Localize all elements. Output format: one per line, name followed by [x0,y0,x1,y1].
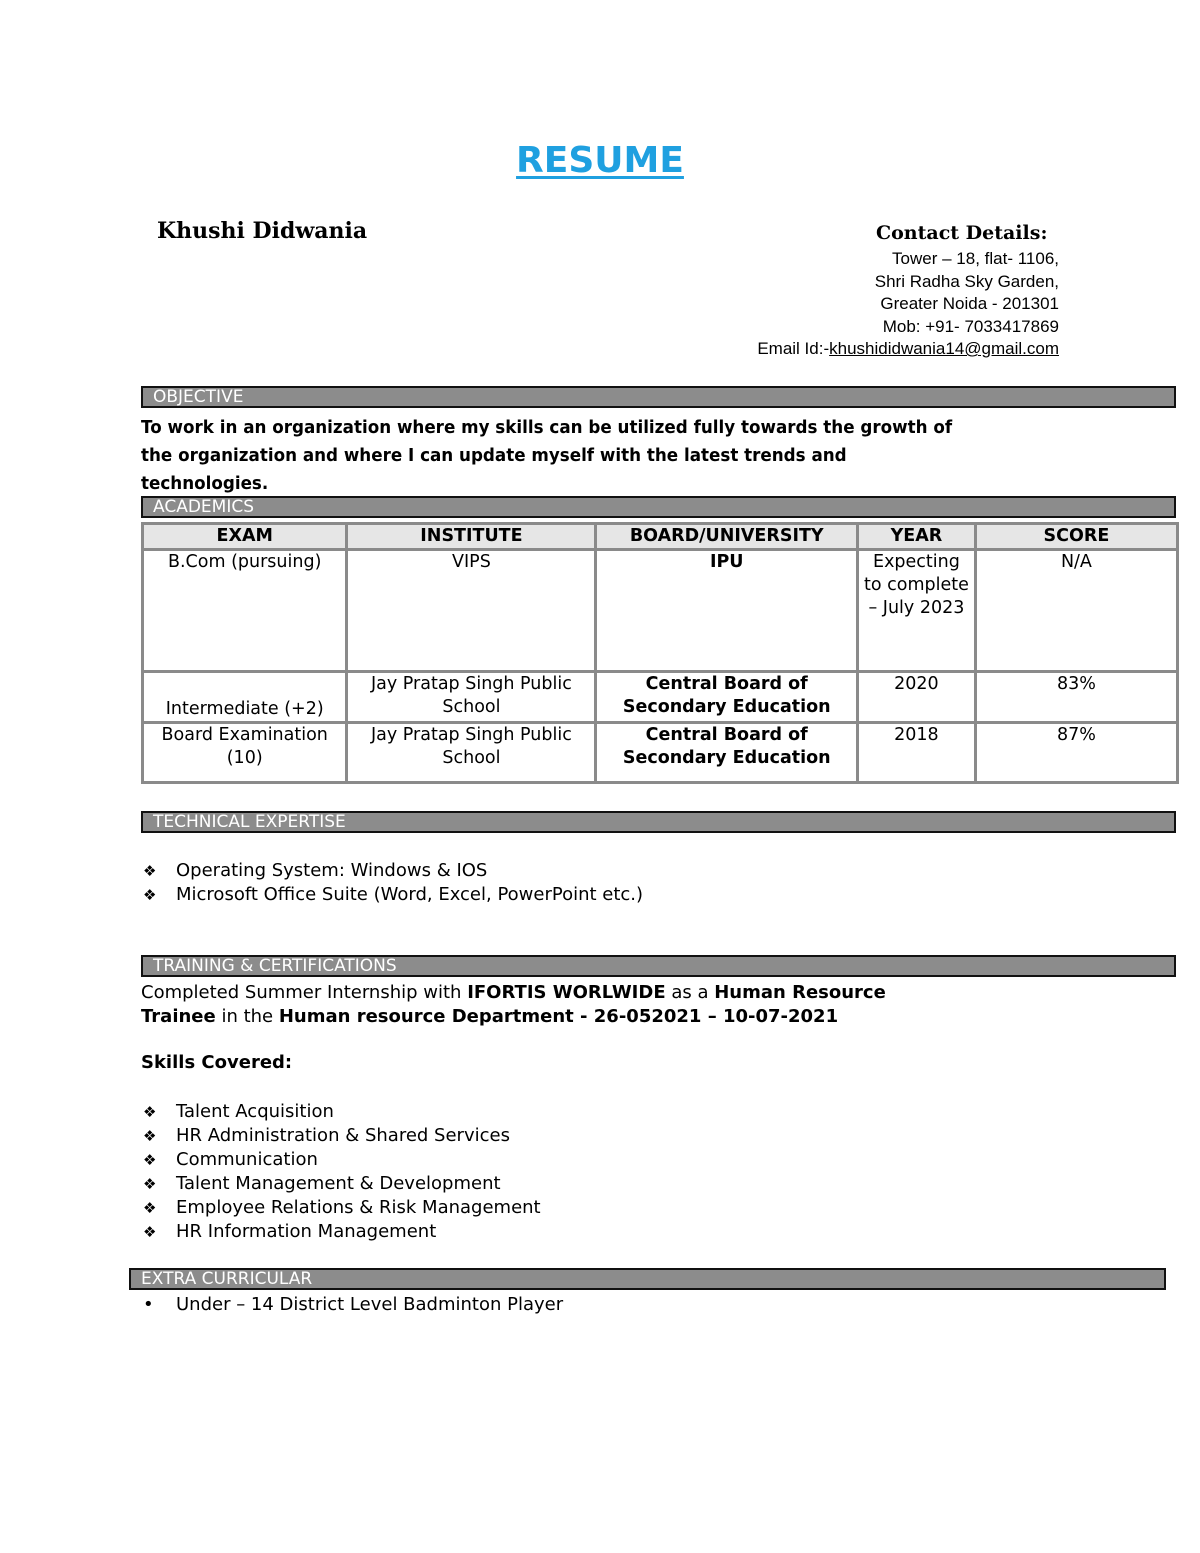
training-line-2 [141,1005,886,1029]
training-description [141,981,886,1029]
email-label: Email Id:- [757,339,830,358]
technical-list [141,859,643,907]
address-line-2: Shri Radha Sky Garden, [874,271,1059,291]
list-item [141,1172,541,1196]
cell-exam: Intermediate (+2) [143,672,347,723]
extra-curricular-heading-bar: EXTRA CURRICULAR [129,1268,1166,1290]
email-line [757,338,1059,361]
table-header-row [143,524,1178,550]
contact-heading: Contact Details: [876,222,1048,244]
table-row [143,672,1178,723]
training-line-1 [141,981,886,1005]
column-header-exam: EXAM [143,524,347,550]
training-text: as a [665,982,715,1003]
list-item-text: Talent Management & Development [176,1173,501,1194]
address-line-1: Tower – 18, flat- 1106, [892,249,1059,268]
list-item-text: HR Administration & Shared Services [176,1125,510,1146]
mobile-number: Mob: +91- 7033417869 [882,316,1059,336]
training-text: in the [215,1006,279,1027]
address-line-3: Greater Noida - 201301 [880,294,1059,313]
contact-details [757,248,1059,361]
candidate-name: Khushi Didwania [157,218,368,244]
company-name: IFORTIS WORLWIDE [467,982,666,1003]
skills-list [141,1100,541,1244]
objective-heading-bar: OBJECTIVE [141,386,1176,408]
skills-heading: Skills Covered: [141,1052,293,1073]
list-item [141,1196,541,1220]
list-item [141,1293,563,1317]
list-item-text: Talent Acquisition [176,1101,334,1122]
cell-exam: B.Com (pursuing) [143,550,347,672]
column-header-institute: INSTITUTE [347,524,596,550]
training-text: Completed Summer Internship with [141,982,468,1003]
academics-heading-bar: ACADEMICS [141,496,1176,518]
role-name: Trainee [141,1006,216,1027]
list-item-text: Communication [176,1149,318,1170]
column-header-year: YEAR [858,524,976,550]
list-item-text: Operating System: Windows & IOS [176,860,488,881]
cell-board: Central Board of Secondary Education [596,723,858,783]
table-row [143,723,1178,783]
diamond-bullet-icon: ❖ [143,1127,157,1145]
cell-board: IPU [596,550,858,672]
training-heading-bar: TRAINING & CERTIFICATIONS [141,955,1176,977]
objective-text: To work in an organization where my skills can be utilized fully towards the growth of the organization and where I can update myself with the latest trends and technologies. [141,417,953,494]
list-item [141,883,643,907]
list-item [141,859,643,883]
technical-heading-bar: TECHNICAL EXPERTISE [141,811,1176,833]
list-item-text: Employee Relations & Risk Management [176,1197,541,1218]
diamond-bullet-icon: ❖ [143,1175,157,1193]
list-item [141,1148,541,1172]
cell-year: 2020 [858,672,976,723]
diamond-bullet-icon: ❖ [143,886,157,904]
diamond-bullet-icon: ❖ [143,1223,157,1241]
cell-board: Central Board of Secondary Education [596,672,858,723]
column-header-score: SCORE [975,524,1177,550]
cell-year: 2018 [858,723,976,783]
academics-table [141,522,1179,784]
list-item-text: Under – 14 District Level Badminton Player [176,1294,564,1315]
resume-title: RESUME [516,140,684,181]
table-row [143,550,1178,672]
cell-institute: VIPS [347,550,596,672]
list-item [141,1124,541,1148]
cell-exam: Board Examination (10) [143,723,347,783]
department-dates: Human resource Department - 26-052021 – 10-07-2021 [278,1006,839,1027]
list-item [141,1220,541,1244]
extra-curricular-list [141,1293,563,1317]
list-item-text: HR Information Management [176,1221,437,1242]
column-header-board: BOARD/UNIVERSITY [596,524,858,550]
diamond-bullet-icon: ❖ [143,1151,157,1169]
list-item-text: Microsoft Office Suite (Word, Excel, PowerPoint etc.) [176,884,644,905]
cell-institute: Jay Pratap Singh Public School [347,723,596,783]
cell-institute: Jay Pratap Singh Public School [347,672,596,723]
diamond-bullet-icon: ❖ [143,1103,157,1121]
email-link[interactable]: khushididwania14@gmail.com [829,339,1059,358]
cell-year: Expecting to complete – July 2023 [858,550,976,672]
diamond-bullet-icon: ❖ [143,862,157,880]
cell-score: 87% [975,723,1177,783]
cell-score: 83% [975,672,1177,723]
bullet-icon: • [143,1294,154,1315]
cell-score: N/A [975,550,1177,672]
list-item [141,1100,541,1124]
role-name: Human Resource [714,982,886,1003]
diamond-bullet-icon: ❖ [143,1199,157,1217]
